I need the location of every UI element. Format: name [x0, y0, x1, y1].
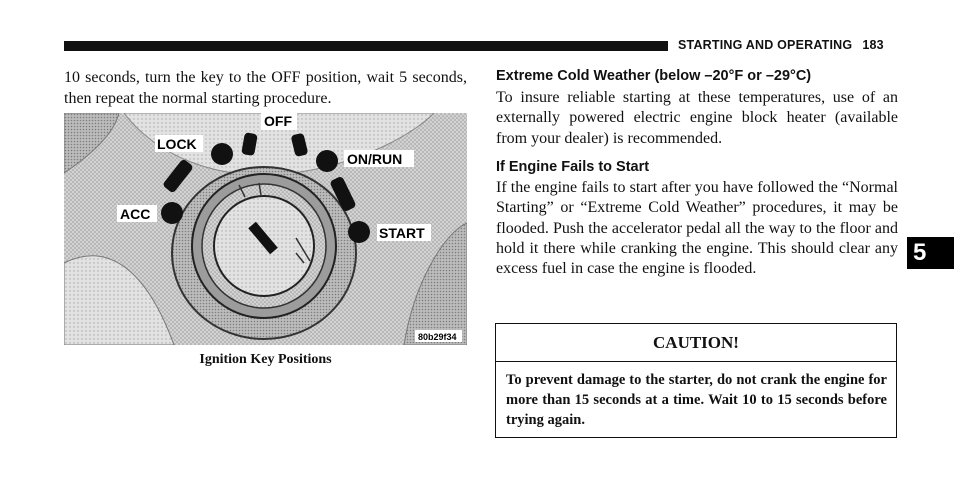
- label-acc: ACC: [120, 206, 151, 222]
- figure-caption: Ignition Key Positions: [199, 352, 332, 367]
- running-header: [678, 38, 884, 52]
- continued-paragraph: 10 seconds, turn the key to the OFF position, wait 5 seconds, then repeat the normal starting procedure.: [64, 69, 467, 107]
- label-start: START: [379, 225, 425, 241]
- heading-extreme-cold: Extreme Cold Weather (below –20°F or –29°C): [496, 68, 812, 84]
- label-lock: LOCK: [157, 136, 197, 152]
- paragraph-engine-fails: If the engine fails to start after you have followed the “Normal Starting” or “Extreme Cold Weather” procedures, it may be flooded. Push the accelerator pedal all the way to the floor and hold it there while cranking the engine. This should clear any excess fuel in case the engine is flooded.: [496, 179, 898, 278]
- caution-title: CAUTION!: [496, 324, 896, 362]
- label-on-run: ON/RUN: [347, 151, 403, 167]
- caution-box: [495, 323, 897, 438]
- page-number: 183: [862, 38, 884, 52]
- ignition-figure: [64, 113, 467, 345]
- heading-engine-fails: If Engine Fails to Start: [496, 159, 650, 175]
- header-rule: [64, 41, 668, 51]
- chapter-tab: 5: [907, 237, 954, 269]
- figure-code: 80b29f34: [418, 332, 457, 342]
- ignition-illustration: [64, 113, 467, 345]
- section-title: STARTING AND OPERATING: [678, 38, 853, 52]
- caution-body: To prevent damage to the starter, do not crank the engine for more than 15 seconds at a time. Wait 10 to 15 seconds before trying again.: [506, 372, 887, 428]
- label-off: OFF: [264, 113, 292, 129]
- paragraph-extreme-cold: To insure reliable starting at these temperatures, use of an externally powered electric engine block heater (available from your dealer) is recommended.: [496, 89, 898, 147]
